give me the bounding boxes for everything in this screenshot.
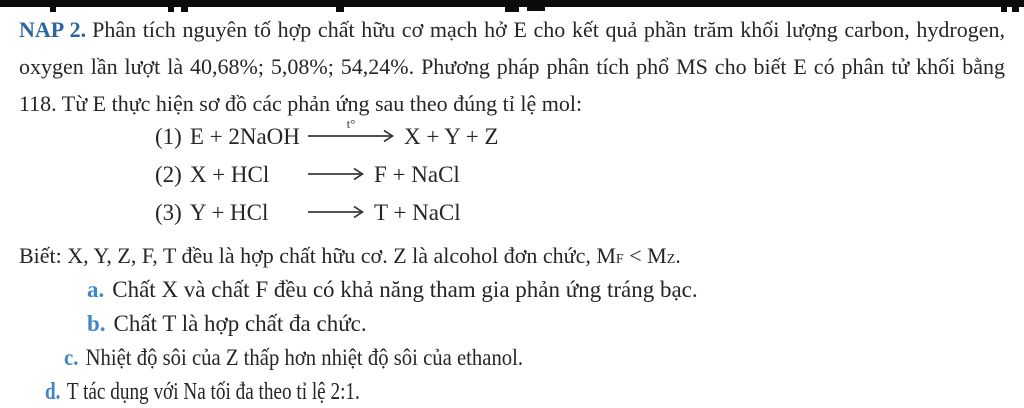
equation-1-products: X + Y + Z [404,124,499,149]
document-page [0,7,1024,408]
temperature-condition: t° [346,116,356,131]
reaction-arrow-icon [307,116,395,143]
equation-1 [155,116,1005,162]
statement-d [45,375,1005,408]
statement-c [64,341,1005,375]
m-z-subscript: Z [666,252,676,267]
note-line [19,238,1005,273]
statement-b-label: b. [87,311,106,336]
equation-2-number: (2) [155,162,182,187]
statement-d-text: T tác dụng với Na tối đa theo tỉ lệ 2:1. [66,379,360,405]
problem-text: Phân tích nguyên tố hợp chất hữu cơ mạch hở E cho kết quả phần trăm khối lượng carbon, hydrogen, oxygen lần lượt là 40,68%; 5,08%; 54,24%. Phương pháp phân tích phổ MS cho biết E có phân tử khối bằng 118. Từ E thực hiện sơ đồ các phản ứng sau theo đúng tỉ lệ mol: [19,17,1005,116]
problem-label: NAP 2. [19,17,87,42]
equation-3-products: T + NaCl [374,200,461,225]
equation-3-number: (3) [155,200,182,225]
equation-3-left: Y + HCl [189,200,269,225]
top-crop-bar [0,0,1024,7]
equation-1-reactants [155,124,307,150]
m-f-subscript: F [615,252,624,267]
m-symbol: M [647,243,667,268]
statement-c-content [64,341,523,375]
equation-list [155,116,1005,238]
statement-a-text: Chất X và chất F đều có khả năng tham gia phản ứng tráng bạc. [112,277,698,302]
statement-a [87,273,1005,307]
molar-mass-f [596,243,623,268]
molar-mass-z [647,243,675,268]
reaction-arrow-icon [307,205,365,219]
statement-d-label: d. [45,379,61,405]
statement-c-text: Nhiệt độ sôi của Z thấp hơn nhiệt độ sôi của ethanol. [85,345,524,370]
statement-d-content [45,375,360,408]
m-symbol: M [596,243,616,268]
statement-a-label: a. [87,277,105,302]
equation-2-reactants [155,162,307,188]
reaction-arrow-icon [307,167,365,181]
equation-1-left: E + 2NaOH [189,124,300,149]
comparator: < [623,243,648,268]
equation-2 [155,162,1005,200]
equation-2-left: X + HCl [189,162,270,187]
equation-2-products: F + NaCl [374,162,460,187]
statement-b-text: Chất T là hợp chất đa chức. [113,311,367,336]
statement-b [87,307,1005,341]
equation-3 [155,200,1005,238]
note-text: Biết: X, Y, Z, F, T đều là hợp chất hữu cơ. Z là alcohol đơn chức, [19,243,597,268]
equation-1-number: (1) [155,124,182,149]
problem-statement [19,11,1005,122]
equation-3-reactants [155,200,307,226]
note-period: . [675,243,681,268]
statement-c-label: c. [64,345,79,370]
